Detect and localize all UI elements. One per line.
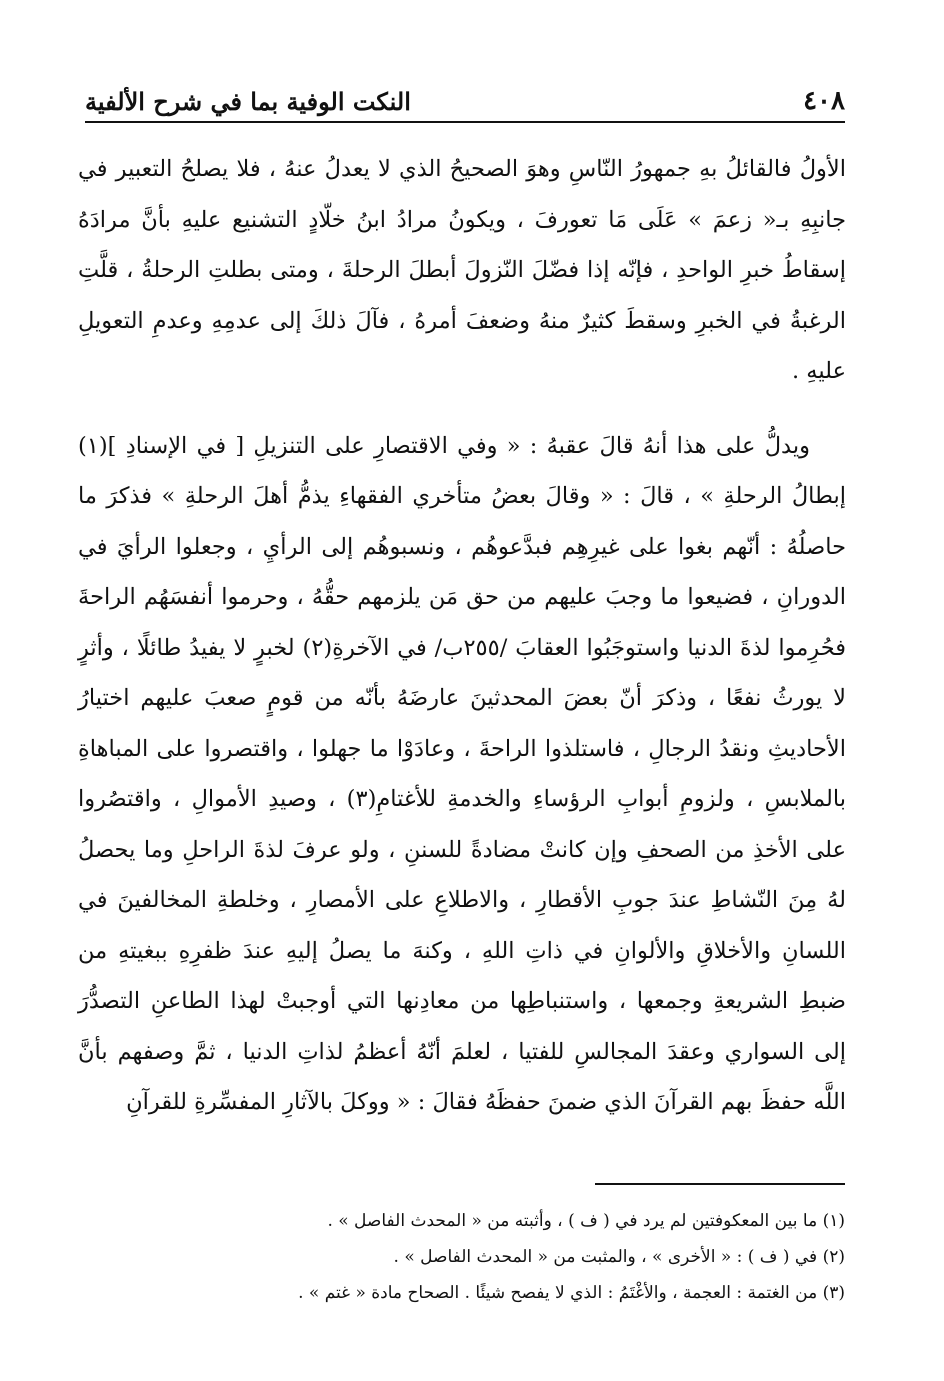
running-title: النكت الوفية بما في شرح الألفية	[85, 87, 411, 116]
footnotes	[85, 1203, 845, 1311]
header-divider	[85, 121, 845, 123]
paragraph: ويدلُّ على هذا أنهُ قالَ عقبهُ : « وفي الاقتصارِ على التنزيلِ [ في الإسنادِ ](١) إبطالُ الرحلةِ » ، قالَ : « وقالَ بعضُ متأخري الفقهاءِ يذمُّ أهلَ الرحلةِ » فذكرَ ما حاصلُهُ : أنّهم بغوا على غيرِهِم فبدَّعوهُم ، ونسبوهُم إلى الرأيِ ، وجعلوا الرأيَ في الدورانِ ، فضيعوا ما وجبَ عليهم من حق مَن يلزمهم حقُّهُ ، وحرموا أنفسَهُم الراحةَ فحُرِموا لذةَ الدنيا واستوجَبُوا العقابَ /٢٥٥ب/ في الآخرةِ(٢) لخبرٍ لا يفيدُ طائلًا ، وأثرٍ لا يورثُ نفعًا ، وذكرَ أنّ بعضَ المحدثينَ عارضَهُ بأنّه من قومٍ صعبَ عليهم اختيارُ الأحاديثِ ونقدُ الرجالِ ، فاستلذوا الراحةَ ، وعادَوْا ما جهلوا ، واقتصروا على المباهاةِ بالملابسِ ، ولزومِ أبوابِ الرؤساءِ والخدمةِ للأغتامِ(٣) ، وصيدِ الأموالِ ، واقتصُروا على الأخذِ من الصحفِ وإن كانتْ مضادةً للسننِ ، ولو عرفَ لذةَ الراحلِ وما يحصلُ لهُ مِنَ النّشاطِ عندَ جوبِ الأقطارِ ، والاطلاعِ على الأمصارِ ، وخلطةِ المخالفينَ في اللسانِ والأخلاقِ والألوانِ في ذاتِ اللهِ ، وكنهَ ما يصلُ إليهِ عندَ ظفرِهِ ببغيتهِ من ضبطِ الشريعةِ وجمعها ، واستنباطِها من معادِنها التي أوجبتْ لهذا الطاعنِ التصدُّرَ إلى السواري وعقدَ المجالسِ للفتيا ، لعلمَ أنّهُ أعظمُ لذاتِ الدنيا ، ثمَّ وصفهم بأنَّ اللَّه حفظَ بهم القرآنَ الذي ضمنَ حفظَهُ فقالَ : « ووكلَ بالآثارِ المفسِّرةِ للقرآنِ	[78, 432, 847, 1115]
main-text	[78, 144, 846, 1128]
footnote-2: (٢) في ( ف ) : « الأخرى » ، والمثبت من « المحدث الفاصل » .	[393, 1247, 845, 1267]
footnote-1: (١) ما بين المعكوفتين لم يرد في ( ف ) ، وأثبته من « المحدث الفاصل » .	[327, 1211, 845, 1231]
footnote-3: (٣) من الغتمة : العجمة ، والأغْتَمُ : الذي لا يفصح شيئًا . الصحاح مادة « غتم » .	[298, 1283, 845, 1303]
page-header	[85, 72, 845, 116]
footnote-divider	[595, 1183, 845, 1185]
paragraph: الأولُ فالقائلُ بهِ جمهورُ النّاسِ وهوَ الصحيحُ الذي لا يعدلُ عنهُ ، فلا يصلحُ التعبير في جانبِهِ بـ« زعمَ » عَلَى مَا تعورفَ ، ويكونُ مرادُ ابنُ خلّادٍ التشنيع عليهِ بأنَّ مرادَهُ إسقاطُ خبرِ الواحدِ ، فإنّه إذا فضّلَ النّزولَ أبطلَ الرحلةَ ، ومتى بطلتِ الرحلةُ ، قلَّتِ الرغبةُ في الخبرِ وسقطَ كثيرٌ منهُ وضعفَ أمرهُ ، فآلَ ذلكَ إلى عدمِهِ وعدمِ التعويلِ عليهِ .	[78, 156, 846, 384]
page-number: ٤٠٨	[803, 86, 845, 116]
